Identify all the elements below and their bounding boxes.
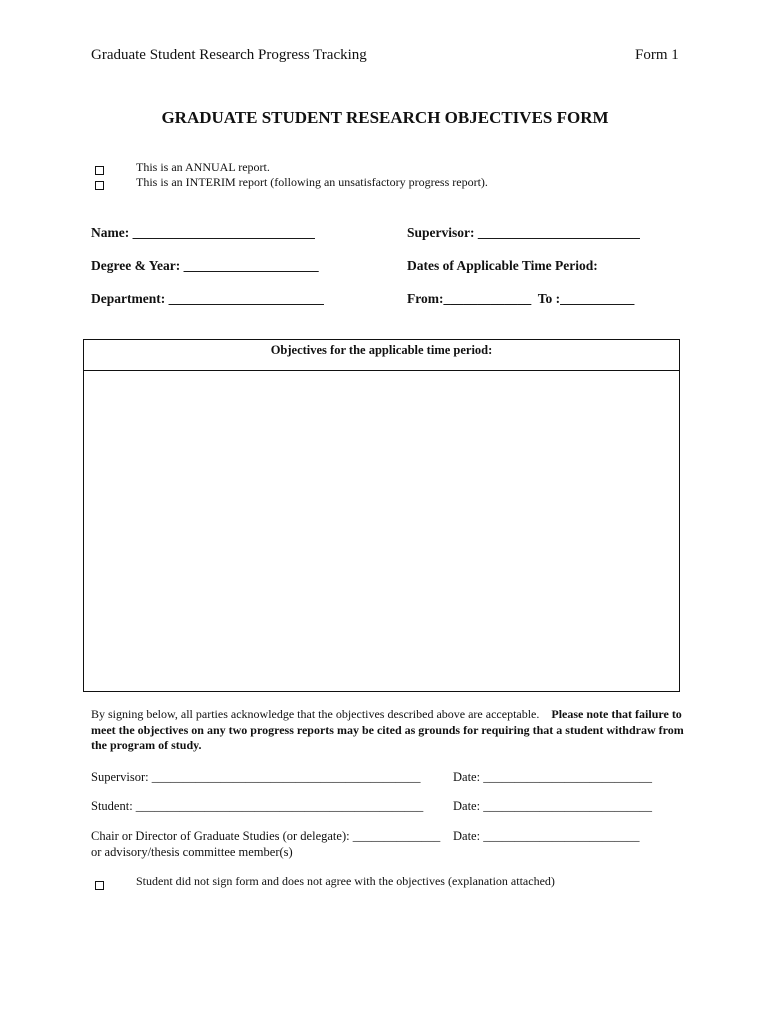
degree-year-field[interactable]: Degree & Year: ____________________ xyxy=(91,258,319,273)
annual-report-label: This is an ANNUAL report. xyxy=(136,160,270,174)
supervisor-signature-line[interactable]: Supervisor: ___________________________________________ xyxy=(91,770,421,784)
objectives-table xyxy=(83,339,680,692)
chair-signature-line[interactable]: Chair or Director of Graduate Studies (or delegate): ______________ xyxy=(91,829,441,843)
supervisor-field[interactable]: Supervisor: ________________________ xyxy=(407,225,640,240)
annual-report-checkbox[interactable] xyxy=(95,166,104,175)
objectives-heading: Objectives for the applicable time period: xyxy=(84,340,679,371)
disagreement-label: Student did not sign form and does not agree with the objectives (explanation attached) xyxy=(136,874,555,888)
page-title: GRADUATE STUDENT RESEARCH OBJECTIVES FORM xyxy=(161,108,609,127)
student-date-line[interactable]: Date: ___________________________ xyxy=(453,799,652,813)
disagreement-checkbox[interactable] xyxy=(95,881,104,890)
name-field[interactable]: Name: ___________________________ xyxy=(91,225,315,240)
interim-report-checkbox[interactable] xyxy=(95,181,104,190)
student-signature-line[interactable]: Student: ______________________________________________ xyxy=(91,799,424,813)
objectives-text-area[interactable] xyxy=(84,371,679,691)
supervisor-date-line[interactable]: Date: ___________________________ xyxy=(453,770,652,784)
from-to-fields[interactable]: From:_____________ To :___________ xyxy=(407,291,635,306)
page-header-title: Graduate Student Research Progress Tracking xyxy=(91,47,367,63)
department-field[interactable]: Department: _______________________ xyxy=(91,291,324,306)
acknowledgement-text: By signing below, all parties acknowledge that the objectives described above are acceptable. xyxy=(91,707,540,721)
acknowledgement-paragraph xyxy=(91,707,691,754)
chair-signature-subtext: or advisory/thesis committee member(s) xyxy=(91,845,293,859)
form-number: Form 1 xyxy=(635,47,679,63)
acknowledgement-warning: Please note that failure to meet the objectives on any two progress reports may be cited as grounds for requiring that a student withdraw from the program of study. xyxy=(91,707,684,752)
interim-report-label: This is an INTERIM report (following an unsatisfactory progress report). xyxy=(136,175,488,189)
chair-date-line[interactable]: Date: _________________________ xyxy=(453,829,640,843)
dates-period-label: Dates of Applicable Time Period: xyxy=(407,258,598,273)
